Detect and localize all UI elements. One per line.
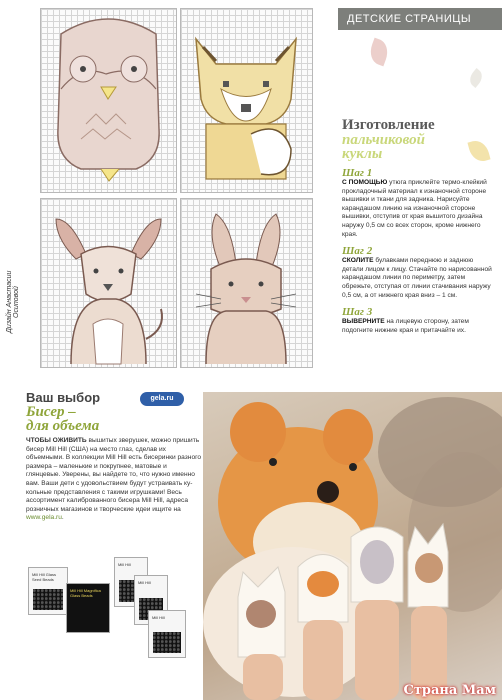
pack-label: Mill Hill: [138, 580, 151, 585]
step-heading: Шаг 2: [342, 245, 373, 258]
promo-text: [26, 437, 202, 523]
pack-label: Mill Hill: [152, 615, 165, 620]
leaf-decoration: [466, 68, 485, 88]
instructions-title: Изготовление: [342, 117, 435, 133]
chart-rabbit: [180, 198, 313, 368]
step-lead: С ПОМОЩЬЮ: [342, 179, 388, 186]
promo-subtitle: для объема: [26, 418, 100, 434]
promo-block: [26, 390, 202, 523]
designer-credit: Дизайн Анастасии Осиповой: [6, 270, 20, 334]
kangaroo-motif: [41, 199, 176, 367]
rabbit-motif: [181, 199, 312, 367]
step-body: на лицевую сторону, затем подогните нижние края и притачайте их.: [342, 318, 469, 334]
step-text: [342, 179, 494, 239]
chart-kangaroo: [40, 198, 177, 368]
step-text: [342, 318, 494, 335]
instructions-subtitle: пальчиковой: [342, 132, 425, 148]
promo-subtitle: Бисер –: [26, 404, 76, 420]
instructions-subtitle: куклы: [342, 146, 383, 162]
bead-pack: [28, 567, 68, 615]
finger-puppets-photo: [203, 392, 502, 700]
promo-body: вышитых зверушек, можно пришить бисер Mill Hill (США) на место глаз, сделав их объемными. В коллекции Mill Hill есть бисеринки разного размера – маленькие и покрупнее, матовые и глянцевые. Уверены, вы найдете то, что нужно именно вам. Ваши дети с удовольствием будут устраивать ку-кольные представления с такими игрушками! Весь ассортимент калиброванного бисера Mill Hill, адреса розничных магазинов и творческие идеи ищите на: [26, 437, 202, 513]
pack-label: Mill Hill Magnifica Glass Beads: [70, 588, 101, 598]
step-heading: Шаг 1: [342, 167, 373, 179]
fox-motif: [181, 9, 312, 192]
step-lead: ВЫВЕРНИТЕ: [342, 318, 385, 326]
photo-illustration: [203, 392, 502, 700]
instructions: [342, 118, 494, 335]
step-lead: СКОЛИТЕ: [342, 257, 374, 265]
gela-logo: gela.ru: [140, 392, 184, 406]
pack-label: Mill Hill Glass Seed Beads: [32, 572, 56, 582]
chart-owl: [40, 8, 177, 193]
bead-packs-image: [26, 555, 204, 663]
pack-label: Mill Hill: [118, 562, 131, 567]
cross-stitch-pattern: [0, 0, 315, 375]
chart-fox: [180, 8, 313, 193]
promo-title: Ваш выбор: [26, 390, 101, 405]
gela-link[interactable]: www.gela.ru: [26, 514, 62, 522]
bead-pack: [148, 610, 186, 658]
promo-end: .: [61, 514, 64, 522]
watermark: Страна Мам: [403, 683, 496, 698]
section-tab: ДЕТСКИЕ СТРАНИЦЫ: [338, 8, 502, 30]
step-heading: Шаг 3: [342, 306, 373, 319]
owl-motif: [41, 9, 176, 192]
promo-lead: ЧТОБЫ ОЖИВИТЬ: [26, 437, 87, 444]
leaf-decoration: [366, 38, 391, 67]
step-text: [342, 257, 494, 300]
step-body: утюга приклейте термо-клейкий прокладочный материал к изнаночной стороне вышивки и ткани для задника. Нарисуйте карандашом линию на изнаночной стороне вышивки, отступив от края вышитого дизайна наружу 0,5 см со всех сторон, кроме нижнего края.: [342, 179, 487, 238]
bead-pack: [66, 583, 110, 633]
step-body: булавками переднюю и заднюю детали лицом к лицу. Стачайте по нарисованной карандашом линии по периметру, затем обрежьте, отступая от линии стачивания наружу 0,5 см, а от нижнего края вниз – 1 см.: [342, 257, 492, 299]
